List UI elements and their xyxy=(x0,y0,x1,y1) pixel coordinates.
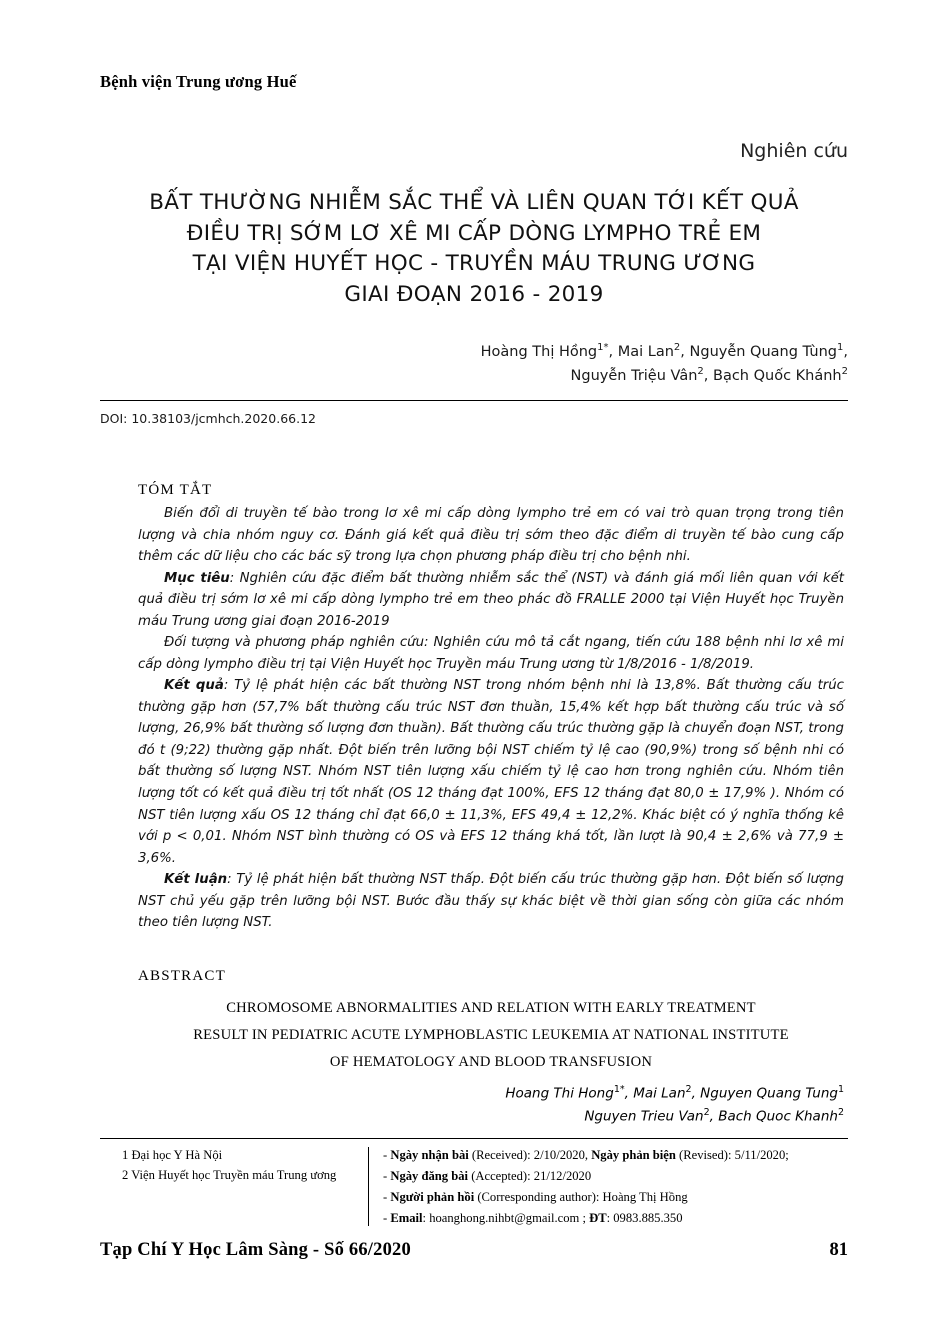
abstract-vietnamese xyxy=(100,482,848,934)
results-label: Kết quả xyxy=(164,678,224,694)
affiliation-1: 1 Đại học Y Hà Nội xyxy=(122,1147,223,1162)
doi-text: DOI: 10.38103/jcmhch.2020.66.12 xyxy=(100,411,316,427)
note-received xyxy=(383,1145,848,1166)
author-name-3: , Nguyễn Quang Tùng xyxy=(680,343,838,360)
author-line-2 xyxy=(100,364,848,388)
author-name-2: , Mai Lan xyxy=(608,343,674,360)
en-author-sup-5: 2 xyxy=(837,1106,844,1118)
en-author-sup-3: 1 xyxy=(837,1083,844,1095)
footer-page-number: 81 xyxy=(829,1240,848,1260)
submission-notes xyxy=(383,1145,848,1229)
results-text: : Tỷ lệ phát hiện các bất thường NST trong nhóm bệnh nhi là 13,8%. Bất thường cấu trúc thường gặp hơn (57,7% bất thường cấu trúc NST đơn thuần, 15,4% kết hợp bất thường cấu trúc và số lượng, 26,9% bất thường số lượng đơn thuần). Bất thường cấu trúc thường gặp là chuyển đoạn NST, trong đó t (9;22) thường gặp nhất. Đột biến trên lưỡng bội NST chiếm tỷ lệ cao (90,9%) trong số bệnh nhi có bất thường số lượng NST. Nhóm NST tiên lượng xấu chiếm tỷ lệ cao hơn trong nghiên cứu. Nhóm tiên lượng tốt có kết quả điều trị tốt nhất (OS 12 tháng đạt 100%, EFS 12 tháng đạt 80,0 ± 17,9% ). Nhóm có NST tiên lượng xấu OS 12 tháng chỉ đạt 66,0 ± 11,3%, EFS 49,4 ± 12,2%. Khác biệt có ý nghĩa thống kê với p < 0,01. Nhóm NST bình thường có OS và EFS 12 tháng khá tốt, lần lượt là 90,4 ± 2,6% và 77,9 ± 3,6%. xyxy=(138,678,844,866)
note-label-phone: ĐT xyxy=(589,1210,607,1225)
abstract-vn-results xyxy=(138,675,844,869)
en-author-name-3: , Nguyen Quang Tung xyxy=(691,1085,838,1102)
header-divider xyxy=(100,400,848,401)
en-author-sup-2: 2 xyxy=(685,1083,692,1095)
note-text-received: (Received): 2/10/2020, xyxy=(468,1147,592,1162)
en-author-name-1: Hoang Thi Hong xyxy=(505,1085,614,1102)
en-title-line-3: OF HEMATOLOGY AND BLOOD TRANSFUSION xyxy=(329,1053,653,1070)
footer-journal-title: Tạp Chí Y Học Lâm Sàng - Số 66/2020 xyxy=(100,1240,411,1260)
conclusion-text: : Tỷ lệ phát hiện bất thường NST thấp. Đột biến cấu trúc thường gặp hơn. Đột biến số lượng NST chủ yếu gặp trên lưỡng bội NST. Bước đầu thấy sự khác biệt về thời gian sống còn giữa các nhóm theo tiên lượng NST. xyxy=(138,872,844,931)
en-author-name-2: , Mai Lan xyxy=(624,1085,686,1102)
author-sup-3: 1 xyxy=(837,342,844,354)
running-head: Bệnh viện Trung ương Huế xyxy=(100,72,297,91)
page-content xyxy=(100,0,848,1228)
note-text-corresponding: (Corresponding author): Hoàng Thị Hồng xyxy=(474,1189,688,1204)
en-author-line-1 xyxy=(138,1082,844,1105)
conclusion-label: Kết luận xyxy=(164,872,228,888)
en-author-name-4: Nguyen Trieu Van xyxy=(584,1108,704,1125)
author-sup-4: 2 xyxy=(697,366,704,378)
footnote-divider xyxy=(100,1138,848,1139)
title-line-3: TẠI VIỆN HUYẾT HỌC - TRUYỀN MÁU TRUNG ƯƠNG xyxy=(192,251,756,277)
abstract-en-heading: ABSTRACT xyxy=(138,967,226,984)
abstract-vn-heading: TÓM TẮT xyxy=(138,482,213,499)
en-author-sup-1: 1* xyxy=(613,1083,625,1095)
footnote-block xyxy=(100,1145,848,1229)
author-sup-2: 2 xyxy=(673,342,681,354)
note-bullet-3: - xyxy=(383,1189,388,1204)
objective-text: : Nghiên cứu đặc điểm bất thường nhiễm sắc thể (NST) và đánh giá mối liên quan với kết quả điều trị sớm lơ xê mi cấp dòng lympho trẻ em theo phác đồ FRALLE 2000 tại Viện Huyết học Truyền máu Trung ương giai đoạn 2016-2019 xyxy=(138,570,844,629)
objective-label: Mục tiêu xyxy=(164,570,230,586)
page-footer xyxy=(100,1240,848,1261)
abstract-vn-conclusion xyxy=(138,869,844,934)
abstract-en-author-list xyxy=(138,1082,844,1128)
en-title-line-2: RESULT IN PEDIATRIC ACUTE LYMPHOBLASTIC LEUKEMIA AT NATIONAL INSTITUTE xyxy=(193,1026,789,1043)
author-name-5: , Bạch Quốc Khánh xyxy=(703,367,842,384)
en-title-line-1: CHROMOSOME ABNORMALITIES AND RELATION WITH EARLY TREATMENT xyxy=(226,999,756,1016)
author-sup-1: 1* xyxy=(597,342,609,354)
abstract-vn-intro: Biến đổi di truyền tế bào trong lơ xê mi cấp dòng lympho trẻ em có vai trò quan trọng trong tiên lượng và chia nhóm nguy cơ. Đánh giá kết quả điều trị sớm theo đặc điểm di truyền tế bào cung cấp thêm các dữ liệu cho các bác sỹ trong lựa chọn phương pháp điều trị cho bệnh nhi. xyxy=(138,506,844,565)
abstract-en-title xyxy=(138,995,844,1076)
author-list xyxy=(100,340,848,388)
author-sup-5: 2 xyxy=(841,366,848,378)
note-label-corresponding: Người phản hồi xyxy=(390,1189,475,1204)
author-name-1: Hoàng Thị Hồng xyxy=(480,343,598,360)
abstract-vn-objective xyxy=(138,568,844,633)
note-email xyxy=(383,1208,848,1229)
en-author-name-5: , Bach Quoc Khanh xyxy=(709,1108,838,1125)
note-label-revised: Ngày phản biện xyxy=(591,1147,676,1162)
title-line-2: ĐIỀU TRỊ SỚM LƠ XÊ MI CẤP DÒNG LYMPHO TRẺ EM xyxy=(186,220,762,246)
note-bullet-4: - xyxy=(383,1210,388,1225)
title-line-4: GIAI ĐOẠN 2016 - 2019 xyxy=(344,281,604,307)
title-line-1: BẤT THƯỜNG NHIỄM SẮC THỂ VÀ LIÊN QUAN TỚI KẾT QUẢ xyxy=(149,190,799,215)
note-text-accepted: (Accepted): 21/12/2020 xyxy=(468,1168,592,1183)
en-author-sup-4: 2 xyxy=(703,1106,710,1118)
note-text-email: : hoanghong.nihbt@gmail.com ; xyxy=(422,1210,590,1225)
affiliations xyxy=(122,1145,354,1229)
note-bullet-2: - xyxy=(383,1168,388,1183)
section-kind-label: Nghiên cứu xyxy=(740,140,848,162)
note-accepted xyxy=(383,1166,848,1187)
note-corresponding xyxy=(383,1187,848,1208)
page-title xyxy=(100,188,848,310)
author-line-1 xyxy=(100,340,848,364)
en-author-line-2 xyxy=(138,1105,844,1128)
note-label-email: Email xyxy=(390,1210,423,1225)
note-label-accepted: Ngày đăng bài xyxy=(390,1168,469,1183)
note-text-revised: (Revised): 5/11/2020; xyxy=(675,1147,789,1162)
author-name-4: Nguyễn Triệu Vân xyxy=(570,367,698,384)
author-line-1-end: , xyxy=(843,343,848,360)
abstract-vn-methods: Đối tượng và phương pháp nghiên cứu: Nghiên cứu mô tả cắt ngang, tiến cứu 188 bệnh nhi lơ xê mi cấp dòng lympho điều trị tại Viện Huyết học Truyền máu Trung ương từ 1/8/2016 - 1/8/2019. xyxy=(138,635,844,672)
footnote-vertical-divider xyxy=(368,1147,369,1227)
note-text-phone: : 0983.885.350 xyxy=(606,1210,683,1225)
note-bullet-1: - xyxy=(383,1147,388,1162)
abstract-english xyxy=(100,968,848,1128)
note-label-received: Ngày nhận bài xyxy=(390,1147,469,1162)
affiliation-2: 2 Viện Huyết học Truyền máu Trung ương xyxy=(122,1168,337,1183)
